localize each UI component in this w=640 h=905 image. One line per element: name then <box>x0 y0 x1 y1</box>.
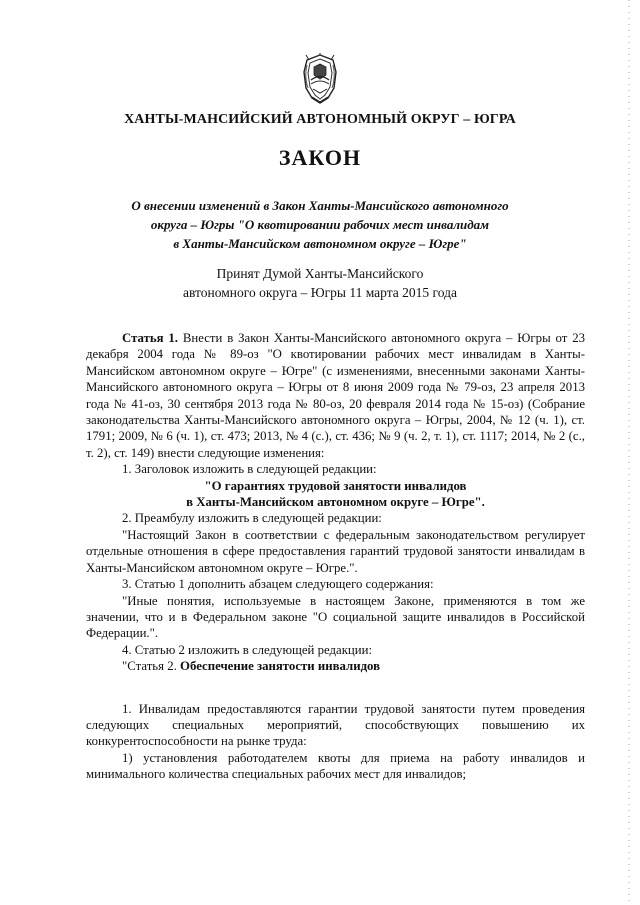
article-2-heading <box>86 658 585 674</box>
item-1: 1. Заголовок изложить в следующей редакции: <box>122 462 377 477</box>
adoption-line: автономного округа – Югры 11 марта 2015 года <box>183 285 457 300</box>
adoption-note <box>0 264 640 302</box>
item-4: 4. Статью 2 изложить в следующей редакции: <box>122 642 373 657</box>
paragraph-gap <box>86 675 585 701</box>
new-title-line-2: в Ханты-Мансийском автономном округе – Югре". <box>186 495 485 510</box>
item-2: 2. Преамбулу изложить в следующей редакции: <box>122 511 382 526</box>
region-heading: ХАНТЫ-МАНСИЙСКИЙ АВТОНОМНЫЙ ОКРУГ – ЮГРА <box>124 112 516 127</box>
preamble-text: "Настоящий Закон в соответствии с федеральным законодательством регулирует отдельные отношения в сфере предоставления гарантий трудовой занятости инвалидам в Ханты-Мансийском автономном округе – Югре.". <box>86 527 585 575</box>
law-body <box>86 330 585 783</box>
article-1-paragraph <box>86 330 585 461</box>
law-subject-line: в Ханты-Мансийском автономном округе – Югре" <box>173 236 467 251</box>
law-subject <box>0 196 640 253</box>
article-2-title: Обеспечение занятости инвалидов <box>180 659 381 674</box>
item-3-text: "Иные понятия, используемые в настоящем Законе, применяются в том же значении, что и в Федеральном законе "О социальной защите инвалидов в Российской Федерации.". <box>86 593 585 641</box>
point-1: 1. Инвалидам предоставляются гарантии трудовой занятости путем проведения следующих специальных мероприятий, способствующих повышению их конкурентоспособности на рынке труда: <box>86 701 585 749</box>
item-3: 3. Статью 1 дополнить абзацем следующего содержания: <box>122 577 434 592</box>
scan-edge-marks <box>628 0 630 905</box>
law-subject-line: О внесении изменений в Закон Ханты-Мансийского автономного <box>131 198 509 213</box>
law-title: ЗАКОН <box>278 145 362 170</box>
subpoint-1: 1) установления работодателем квоты для приема на работу инвалидов и минимального количества специальных рабочих мест для инвалидов; <box>86 750 585 782</box>
article-1-label: Статья 1. <box>122 331 179 345</box>
coat-of-arms-emblem <box>298 53 342 105</box>
article-2-label: "Статья 2. <box>122 659 177 674</box>
adoption-line: Принят Думой Ханты-Мансийского <box>216 266 424 281</box>
article-1-text: Внести в Закон Ханты-Мансийского автономного округа – Югры от 23 декабря 2004 года № 89-оз "О квотировании рабочих мест инвалидам в Ханты-Мансийском автономном округе – Югре" (с изменениями, внесенными законами Ханты-Мансийского автономного округа – Югры от 8 июня 2009 года № 79-оз, 23 апреля 2013 года № 41-оз, 30 сентября 2013 года № 80-оз, 20 февраля 2014 года № 15-оз) (Собрание законодательства Ханты-Мансийского автономного округа – Югры, 2004, № 12 (ч. 1), ст. 1791; 2009, № 6 (ч. 1), ст. 473; 2013, № 4 (с.), ст. 436; № 9 (ч. 2, т. 1), ст. 1117; 2014, № 2 (с., т. 2), ст. 149) внести следующие изменения: <box>86 331 585 460</box>
new-title-line-1: "О гарантиях трудовой занятости инвалидов <box>204 478 467 493</box>
law-subject-line: округа – Югры "О квотировании рабочих мест инвалидам <box>150 217 490 232</box>
